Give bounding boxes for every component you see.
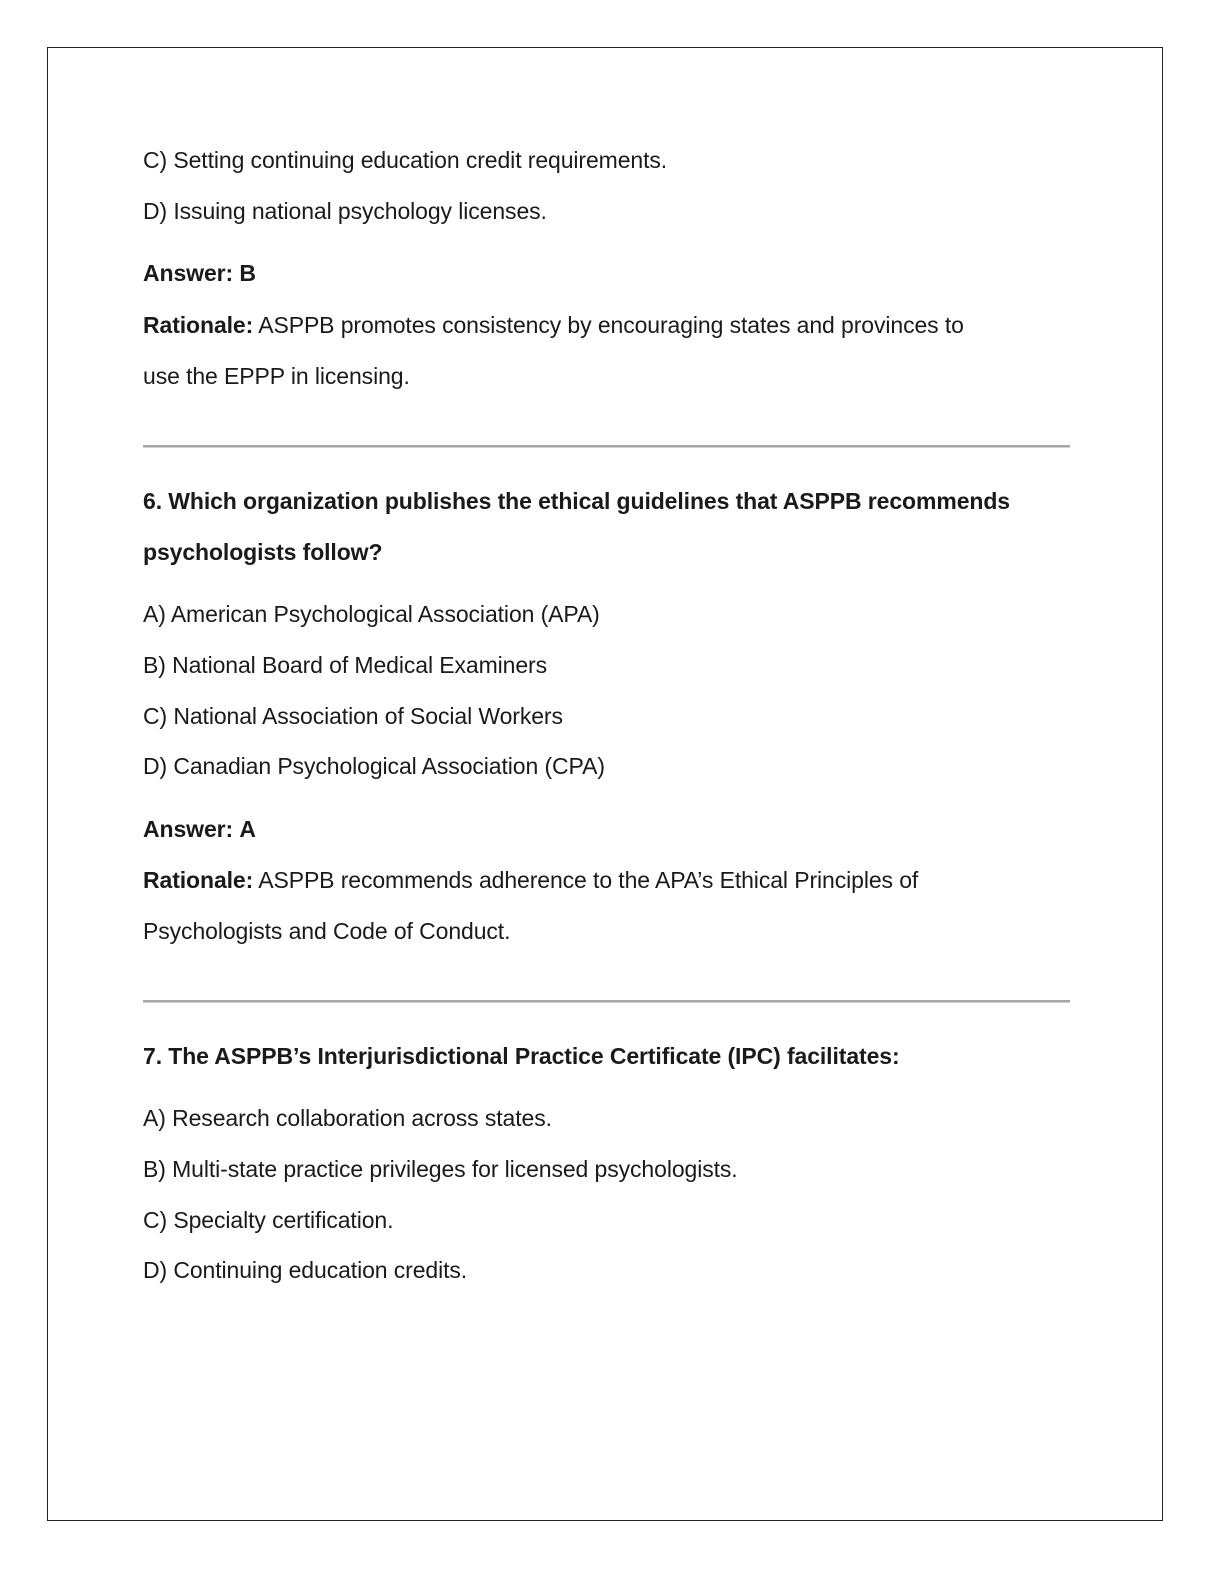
prev-option-c: C) Setting continuing education credit requirements. (143, 147, 668, 173)
question-6-option-a: A) American Psychological Association (APA) (143, 601, 600, 627)
question-6-option-d: D) Canadian Psychological Association (CPA) (143, 753, 605, 779)
question-6-line2: psychologists follow? (143, 539, 383, 565)
question-6-option-c: C) National Association of Social Workers (143, 703, 563, 729)
question-7-line1: 7. The ASPPB’s Interjurisdictional Practice Certificate (IPC) facilitates: (143, 1043, 900, 1069)
rationale-label: Rationale: (143, 312, 254, 338)
question-6-rationale-line2: Psychologists and Code of Conduct. (143, 918, 511, 944)
prev-answer (143, 259, 256, 287)
section-divider (143, 445, 1070, 448)
answer-label: Answer: (143, 816, 234, 842)
question-6-answer (143, 815, 256, 843)
answer-value: A (239, 816, 256, 842)
section-divider (143, 1000, 1070, 1003)
question-7-option-b: B) Multi-state practice privileges for licensed psychologists. (143, 1156, 738, 1182)
prev-option-d: D) Issuing national psychology licenses. (143, 198, 547, 224)
prev-rationale-line2: use the EPPP in licensing. (143, 363, 410, 389)
rationale-text: ASPPB recommends adherence to the APA’s Ethical Principles of (258, 867, 919, 893)
question-6-rationale-line1 (143, 866, 918, 894)
rationale-text: ASPPB promotes consistency by encouraging states and provinces to (258, 312, 964, 338)
answer-label: Answer: (143, 260, 234, 286)
question-7-option-c: C) Specialty certification. (143, 1207, 394, 1233)
question-7-option-a: A) Research collaboration across states. (143, 1105, 552, 1131)
question-6-line1: 6. Which organization publishes the ethical guidelines that ASPPB recommends (143, 488, 1010, 514)
question-6-option-b: B) National Board of Medical Examiners (143, 652, 547, 678)
rationale-label: Rationale: (143, 867, 254, 893)
answer-value: B (239, 260, 256, 286)
question-7-option-d: D) Continuing education credits. (143, 1257, 468, 1283)
prev-rationale-line1 (143, 311, 964, 339)
